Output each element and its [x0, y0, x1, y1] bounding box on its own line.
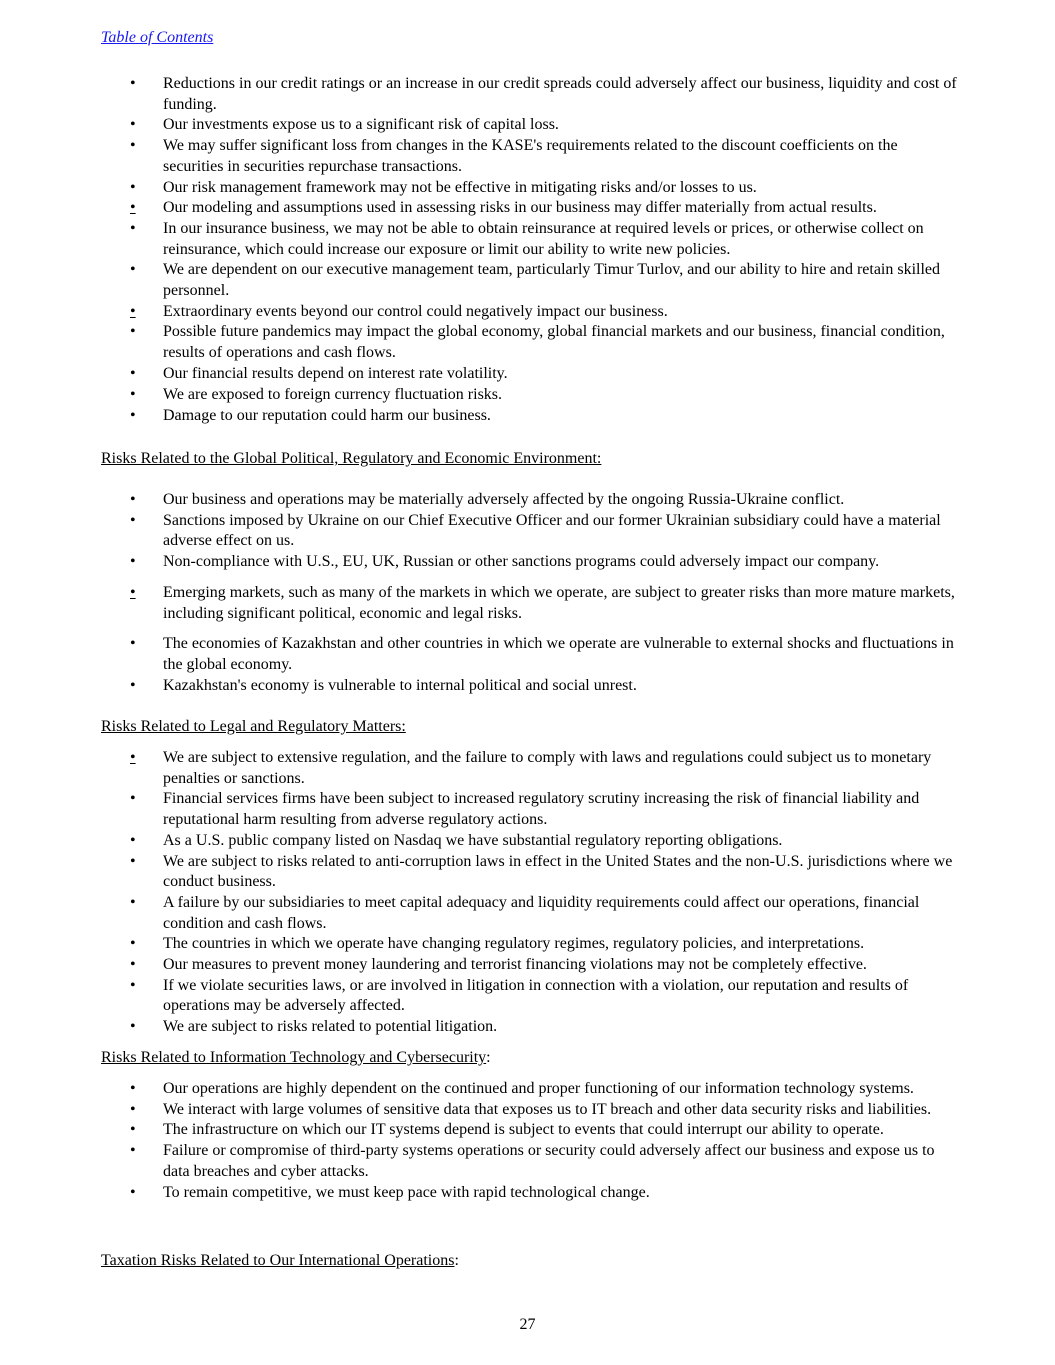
section-global-political-list	[101, 490, 961, 696]
list-item	[101, 511, 961, 552]
bullet-icon: •	[130, 137, 136, 155]
risk-list	[101, 490, 961, 696]
list-item	[101, 976, 961, 1017]
list-item	[101, 676, 961, 697]
list-item-text: Possible future pandemics may impact the global economy, global financial markets and our business, financial condition, results of operations and cash flows.	[163, 323, 945, 362]
list-item-text: Our modeling and assumptions used in assessing risks in our business may differ materially from actual results.	[163, 199, 877, 217]
list-item	[101, 302, 961, 323]
bullet-icon: •	[130, 511, 136, 529]
list-item	[101, 1141, 961, 1182]
list-item	[101, 634, 961, 675]
bullet-icon: •	[130, 790, 136, 808]
bullet-icon: •	[130, 116, 136, 134]
risk-list	[101, 74, 961, 427]
list-item-text: In our insurance business, we may not be able to obtain reinsurance at required levels or prices, or otherwise collect on reinsurance, which could increase our exposure or limit our ability to write new policies.	[163, 219, 924, 258]
list-item-text: Extraordinary events beyond our control could negatively impact our business.	[163, 302, 668, 320]
list-item	[101, 260, 961, 301]
list-item	[101, 789, 961, 830]
list-item-text: To remain competitive, we must keep pace with rapid technological change.	[163, 1183, 650, 1201]
list-item	[101, 136, 961, 177]
bullet-icon: •	[130, 893, 136, 911]
list-item	[101, 552, 961, 573]
list-item-text: Our financial results depend on interest rate volatility.	[163, 364, 508, 382]
list-item	[101, 1120, 961, 1141]
list-item	[101, 178, 961, 199]
list-item-text: Non-compliance with U.S., EU, UK, Russian or other sanctions programs could adversely impact our company.	[163, 553, 880, 571]
list-item	[101, 583, 961, 624]
list-item	[101, 115, 961, 136]
list-item-text: Kazakhstan's economy is vulnerable to internal political and social unrest.	[163, 676, 637, 694]
risk-list	[101, 1079, 961, 1203]
list-item	[101, 198, 961, 219]
list-item-text: Reductions in our credit ratings or an increase in our credit spreads could adversely affect our business, liquidity and cost of funding.	[163, 75, 957, 113]
list-item-text: We are subject to extensive regulation, and the failure to comply with laws and regulations could subject us to monetary penalties or sanctions.	[163, 749, 932, 787]
list-item-text: Our operations are highly dependent on the continued and proper functioning of our information technology systems.	[163, 1080, 914, 1097]
bullet-icon: •	[130, 553, 136, 571]
list-item	[101, 219, 961, 260]
list-item	[101, 406, 961, 427]
list-item	[101, 1100, 961, 1121]
list-item-text: A failure by our subsidiaries to meet capital adequacy and liquidity requirements could affect our operations, financial condition and cash flows.	[163, 893, 920, 932]
list-item-text: Our business and operations may be materially adversely affected by the ongoing Russia-Ukraine conflict.	[163, 491, 845, 508]
bullet-icon: •	[130, 491, 136, 508]
bullet-icon: •	[130, 199, 136, 217]
bullet-icon: •	[130, 302, 136, 320]
bullet-icon: •	[130, 1080, 136, 1097]
list-item-text: We interact with large volumes of sensitive data that exposes us to IT breach and other data security risks and liabilities.	[163, 1100, 932, 1118]
bullet-icon: •	[130, 385, 136, 403]
list-item-text: Sanctions imposed by Ukraine on our Chief Executive Officer and our former Ukrainian subsidiary could have a material adverse effect on us.	[163, 511, 941, 550]
list-item-text: The infrastructure on which our IT systems depend is subject to events that could interrupt our ability to operate.	[163, 1121, 884, 1139]
section-heading: Risks Related to Information Technology and Cybersecurity:	[101, 1049, 491, 1066]
list-item	[101, 831, 961, 852]
bullet-icon: •	[130, 261, 136, 279]
section-global-political	[101, 449, 961, 470]
list-item-text: Financial services firms have been subject to increased regulatory scrutiny increasing the risk of financial liability and reputational harm resulting from adverse regulatory actions.	[163, 790, 920, 829]
risk-list	[101, 748, 961, 1038]
list-item	[101, 893, 961, 934]
bullet-icon: •	[130, 583, 136, 601]
section-legal-regulatory	[101, 717, 961, 738]
list-item	[101, 955, 961, 976]
list-item-text: The economies of Kazakhstan and other countries in which we operate are vulnerable to external shocks and fluctuations in the global economy.	[163, 635, 954, 673]
section-it-cybersecurity	[101, 1048, 961, 1069]
list-item	[101, 490, 961, 511]
bullet-icon: •	[130, 956, 136, 974]
list-item-text: Emerging markets, such as many of the markets in which we operate, are subject to greater risks than more mature markets, including significant political, economic and legal risks.	[163, 583, 955, 622]
bullet-icon: •	[130, 1018, 136, 1036]
bullet-icon: •	[130, 364, 136, 382]
bullet-icon: •	[130, 935, 136, 953]
section-it-cybersecurity-list	[101, 1079, 961, 1203]
list-item	[101, 74, 961, 115]
bullet-icon: •	[130, 676, 136, 694]
bullet-icon: •	[130, 831, 136, 849]
section-heading: Risks Related to the Global Political, Regulatory and Economic Environment:	[101, 450, 602, 467]
list-item	[101, 364, 961, 385]
list-item-text: Our risk management framework may not be effective in mitigating risks and/or losses to us.	[163, 178, 757, 196]
list-item	[101, 1017, 961, 1038]
section-heading: Risks Related to Legal and Regulatory Matters:	[101, 718, 406, 735]
bullet-icon: •	[130, 75, 136, 92]
bullet-icon: •	[130, 407, 136, 425]
bullet-icon: •	[130, 749, 136, 766]
list-item	[101, 322, 961, 363]
bullet-icon: •	[130, 178, 136, 196]
list-item	[101, 1183, 961, 1204]
table-of-contents-link[interactable]: Table of Contents	[101, 29, 214, 46]
list-item-text: Damage to our reputation could harm our business.	[163, 407, 491, 425]
list-item-text: The countries in which we operate have changing regulatory regimes, regulatory policies, and interpretations.	[163, 935, 865, 953]
list-item-text: As a U.S. public company listed on Nasdaq we have substantial regulatory reporting obligations.	[163, 831, 783, 849]
list-item-text: We are subject to risks related to anti-corruption laws in effect in the United States and the non-U.S. jurisdictions where we conduct business.	[163, 852, 953, 891]
list-item-text: We are exposed to foreign currency fluctuation risks.	[163, 385, 503, 403]
bullet-icon: •	[130, 323, 136, 341]
list-item-text: If we violate securities laws, or are involved in litigation in connection with a violation, our reputation and results of operations may be adversely affected.	[163, 976, 909, 1015]
list-item	[101, 1079, 961, 1100]
section-heading: Taxation Risks Related to Our International Operations:	[101, 1252, 459, 1269]
list-item-text: Our measures to prevent money laundering and terrorist financing violations may not be completely effective.	[163, 956, 867, 974]
list-item	[101, 852, 961, 893]
bullet-icon: •	[130, 1142, 136, 1160]
list-item-text: Our investments expose us to a significant risk of capital loss.	[163, 116, 559, 134]
list-item	[101, 748, 961, 789]
list-item-text: We are subject to risks related to potential litigation.	[163, 1018, 498, 1036]
section-legal-regulatory-list	[101, 748, 961, 1038]
page-number: 27	[519, 1316, 536, 1333]
list-item	[101, 385, 961, 406]
bullet-icon: •	[130, 635, 136, 653]
list-item-text: Failure or compromise of third-party systems operations or security could adversely affect our business and expose us to data breaches and cyber attacks.	[163, 1142, 935, 1180]
section-taxation	[101, 1251, 961, 1272]
bullet-icon: •	[130, 1121, 136, 1139]
bullet-icon: •	[130, 1100, 136, 1118]
bullet-icon: •	[130, 852, 136, 870]
list-item-text: We are dependent on our executive management team, particularly Timur Turlov, and our ability to hire and retain skilled personnel.	[163, 261, 941, 300]
list-item	[101, 934, 961, 955]
bullet-icon: •	[130, 219, 136, 237]
section-business-risks	[101, 74, 961, 427]
list-item-text: We may suffer significant loss from changes in the KASE's requirements related to the discount coefficients on the securities in securities repurchase transactions.	[163, 137, 898, 175]
bullet-icon: •	[130, 976, 136, 994]
bullet-icon: •	[130, 1183, 136, 1201]
